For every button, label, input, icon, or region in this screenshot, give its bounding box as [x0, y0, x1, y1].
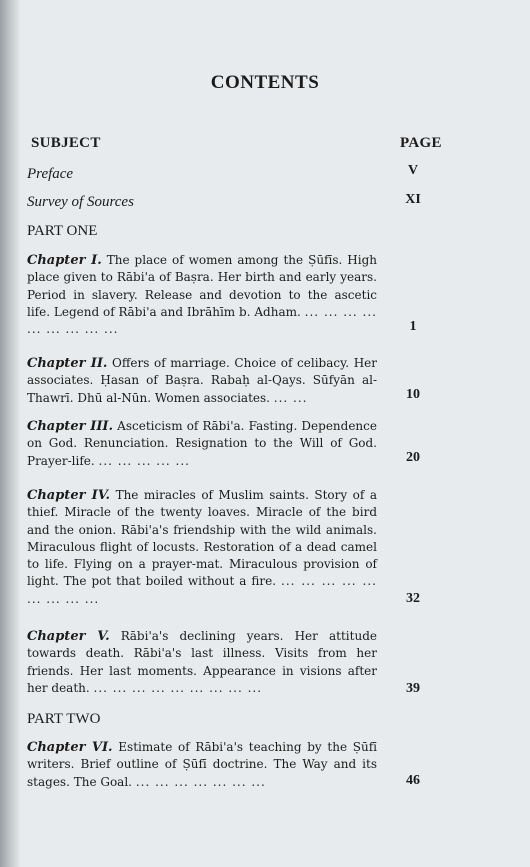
chapter-3-text: Asceticism of Rābi'a. Fasting. Dependence on God. Renunciation. Resignation to the Will of God. Prayer-life. [27, 419, 377, 468]
chapter-1-label: Chapter I. [27, 253, 102, 268]
survey-of-sources-entry: Survey of Sources [27, 194, 134, 210]
chapter-4-text: The miracles of Muslim saints. Story of a thief. Miracle of the twenty loaves. Miracle of the bird and the onion. Rābi'a's friendship with the wild animals. Miraculous flight of locusts. Restoration of a dead camel to life. Flying on a prayer-mat. Miraculous provision of light. The pot that boiled without a fire. [27, 488, 377, 589]
chapter-5-page: 39 [406, 681, 420, 696]
chapter-1-entry [27, 252, 377, 338]
chapter-6-entry [27, 739, 377, 791]
chapter-3-label: Chapter III. [27, 419, 114, 434]
page-title: CONTENTS [210, 72, 320, 93]
page-edge-shadow [0, 0, 20, 867]
chapter-2-text: Offers of marriage. Choice of celibacy. Her associates. Ḥasan of Baṣra. Rabaḥ al-Qays. Sūfyān al-Thawrī. Dhū al-Nūn. Women associates. [27, 356, 377, 405]
part-one-heading: PART ONE [27, 223, 98, 239]
chapter-4-leader: ... ... ... ... ... ... ... ... ... [27, 574, 377, 606]
survey-of-sources-page: XI [405, 192, 421, 207]
subject-header: SUBJECT [31, 135, 101, 151]
chapter-6-label: Chapter VI. [27, 740, 113, 755]
page-header: PAGE [400, 135, 442, 151]
chapter-4-label: Chapter IV. [27, 488, 111, 503]
chapter-3-entry [27, 418, 377, 470]
chapter-3-leader: ... ... ... ... ... [98, 453, 190, 468]
chapter-2-leader: ... ... [273, 390, 308, 405]
chapter-2-entry [27, 355, 377, 407]
preface-entry: Preface [27, 166, 74, 182]
chapter-5-leader: ... ... ... ... ... ... ... ... ... [93, 680, 263, 695]
chapter-1-text: The place of women among the Ṣūfīs. High place given to Rābi'a of Baṣra. Her birth and early years. Period in slavery. Release and devotion to the ascetic life. Legend of Rābi'a and Ibrāhīm b. Adham. [27, 253, 377, 319]
chapter-6-text: Estimate of Rābi'a's teaching by the Ṣūfī writers. Brief outline of Ṣūfī doctrine. The Way and its stages. The Goal. [27, 740, 377, 789]
chapter-2-page: 10 [406, 387, 420, 402]
chapter-4-page: 32 [406, 591, 420, 606]
chapter-5-text: Rābi'a's declining years. Her attitude towards death. Rābi'a's last illness. Visits from her friends. Her last moments. Appearance in visions after her death. [27, 629, 377, 695]
preface-page: V [407, 163, 419, 178]
chapter-4-entry [27, 487, 377, 608]
chapter-2-label: Chapter II. [27, 356, 108, 371]
chapter-6-leader: ... ... ... ... ... ... ... [135, 774, 266, 789]
chapter-3-page: 20 [406, 450, 420, 465]
chapter-6-page: 46 [406, 773, 420, 788]
chapter-5-label: Chapter V. [27, 629, 110, 644]
chapter-1-page: 1 [409, 319, 417, 334]
chapter-5-entry [27, 628, 377, 697]
part-two-heading: PART TWO [27, 711, 101, 727]
chapter-1-leader: ... ... ... ... ... ... ... ... ... [27, 304, 377, 337]
